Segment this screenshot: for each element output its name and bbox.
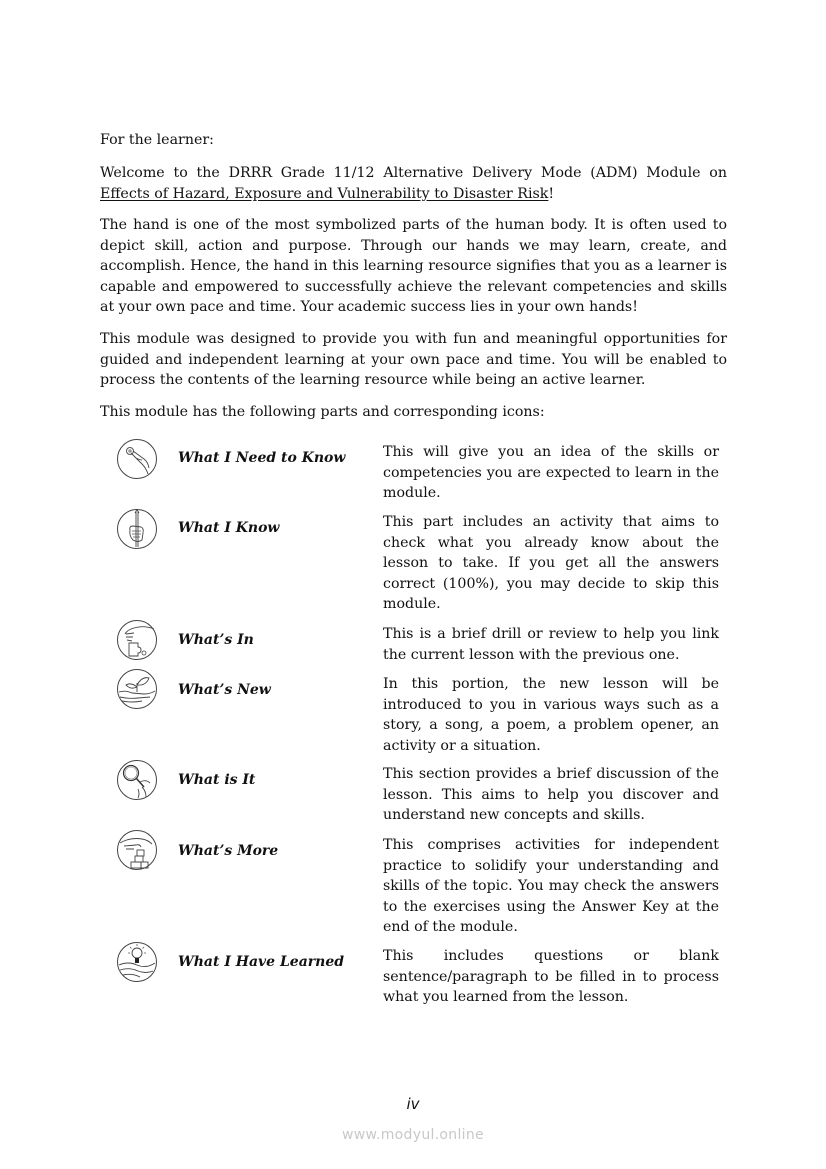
part-label: What I Have Learned <box>178 954 345 970</box>
hand-magnifier-icon <box>116 759 158 801</box>
part-description: This includes questions or blank sentence/paragraph to be filled in to process what you learned from the lesson. <box>383 948 719 1006</box>
hand-pointing-icon <box>116 438 158 480</box>
module-paragraph: This module was designed to provide you with fun and meaningful opportunities for guided and independent learning at your own pace and time. You will be enabled to process the contents of the learning resource while being an active learner. <box>100 331 727 389</box>
hand-blocks-icon <box>116 829 158 871</box>
part-description: This section provides a brief discussion of the lesson. This aims to help you discover and understand new concepts and skills. <box>383 766 719 824</box>
watermark: www.modyul.online <box>342 1127 484 1143</box>
hand-puzzle-icon <box>116 619 158 661</box>
hand-paragraph: The hand is one of the most symbolized parts of the human body. It is often used to depict skill, action and purpose. Through our hands we may learn, create, and accomplish. Hence, the hand in this learning resource signifies that you as a learner is capable and empowered to successfully achieve the relevant competencies and skills at your own pace and time. Your academic success lies in your own hands! <box>100 217 727 316</box>
part-label: What is It <box>178 772 256 788</box>
parts-intro: This module has the following parts and corresponding icons: <box>100 404 545 420</box>
part-label: What I Know <box>178 520 280 536</box>
welcome-paragraph <box>100 163 727 204</box>
part-description: This part includes an activity that aims to check what you already know about the lesson to take. If you get all the answers correct (100%), you may decide to skip this module. <box>383 514 719 613</box>
hand-holding-pencil-icon <box>116 508 158 550</box>
part-label: What’s In <box>178 632 254 648</box>
part-description: This will give you an idea of the skills or competencies you are expected to learn in the module. <box>383 444 719 502</box>
hand-lightbulb-icon <box>116 941 158 983</box>
part-description: In this portion, the new lesson will be introduced to you in various ways such as a story, a song, a poem, a problem opener, an activity or a situation. <box>383 676 719 754</box>
part-label: What’s More <box>178 843 279 859</box>
part-label: What’s New <box>178 682 271 698</box>
welcome-suffix: ! <box>548 185 555 202</box>
page-number: iv <box>406 1095 420 1113</box>
greeting: For the learner: <box>100 132 214 148</box>
module-title: Effects of Hazard, Exposure and Vulnerability to Disaster Risk <box>100 185 549 202</box>
part-description: This is a brief drill or review to help you link the current lesson with the previous one. <box>383 626 719 663</box>
welcome-prefix: Welcome to the DRRR Grade 11/12 Alternative Delivery Mode (ADM) Module on <box>100 165 727 181</box>
part-description: This comprises activities for independent practice to solidify your understanding and skills of the topic. You may check the answers to the exercises using the Answer Key at the end of the module. <box>383 837 719 936</box>
part-label: What I Need to Know <box>178 450 346 466</box>
hand-seedling-icon <box>116 668 158 710</box>
